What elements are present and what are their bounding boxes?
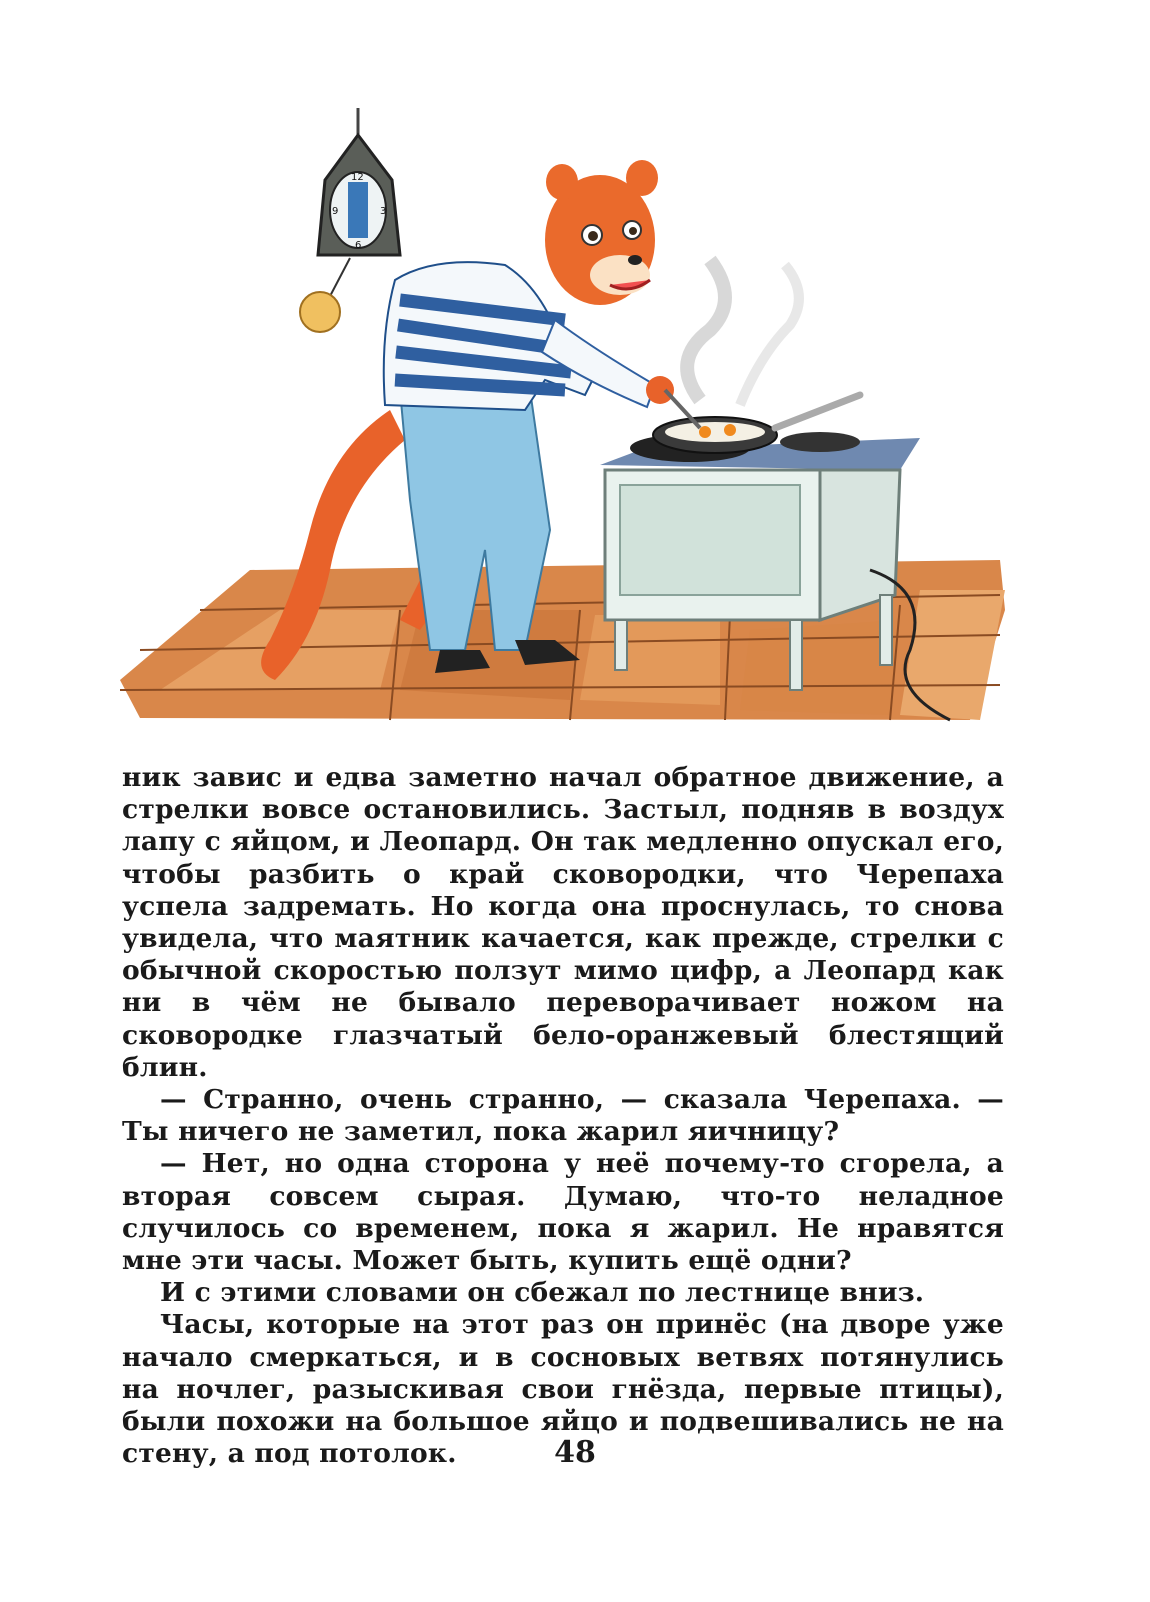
page-number: 48	[554, 1435, 596, 1470]
story-text	[122, 762, 1004, 1470]
story-paragraph: И с этими словами он сбежал по лестнице вниз.	[160, 1277, 925, 1309]
story-paragraph: ник завис и едва заметно начал обратное движение, а стрелки вовсе остановились. Застыл, подняв в воздух лапу с яйцом, и Леопард. Он так медленно опускал его, чтобы разбить о край сковородки, что Черепаха успела задремать. Но когда она проснулась, то снова увидела, что маятник качается, как прежде, стрелки с обычной скоростью ползут мимо цифр, а Леопард как ни в чём не бывало переворачивает ножом на сковородке глазчатый бело-оранжевый блестящий блин.	[122, 762, 1004, 1083]
story-paragraph: — Нет, но одна сторона у неё почему-то сгорела, а вторая совсем сырая. Думаю, что-то неладное случилось со временем, пока я жарил. Не нравятся мне эти часы. Может быть, купить ещё одни?	[122, 1148, 1004, 1277]
clock-numeral: 3	[380, 206, 387, 217]
leopard-cooking-illustration	[100, 90, 1020, 740]
clock-numeral: 9	[332, 206, 339, 217]
frying-pan-icon	[653, 260, 860, 453]
wall-clock-icon	[300, 108, 400, 332]
clock-numeral: 12	[351, 172, 364, 183]
clock-numeral: 6	[355, 240, 362, 251]
story-paragraph: Часы, которые на этот раз он принёс (на дворе уже начало смеркаться, и в сосновых ветвях потянулись на ночлег, разыскивая свои гнёзда, первые птицы), были похожи на большое яйцо и подвешивались не на стену, а под потолок.	[122, 1309, 1004, 1470]
story-paragraph: — Странно, очень странно, — сказала Черепаха. — Ты ничего не заметил, пока жарил яичницу?	[122, 1084, 1004, 1148]
